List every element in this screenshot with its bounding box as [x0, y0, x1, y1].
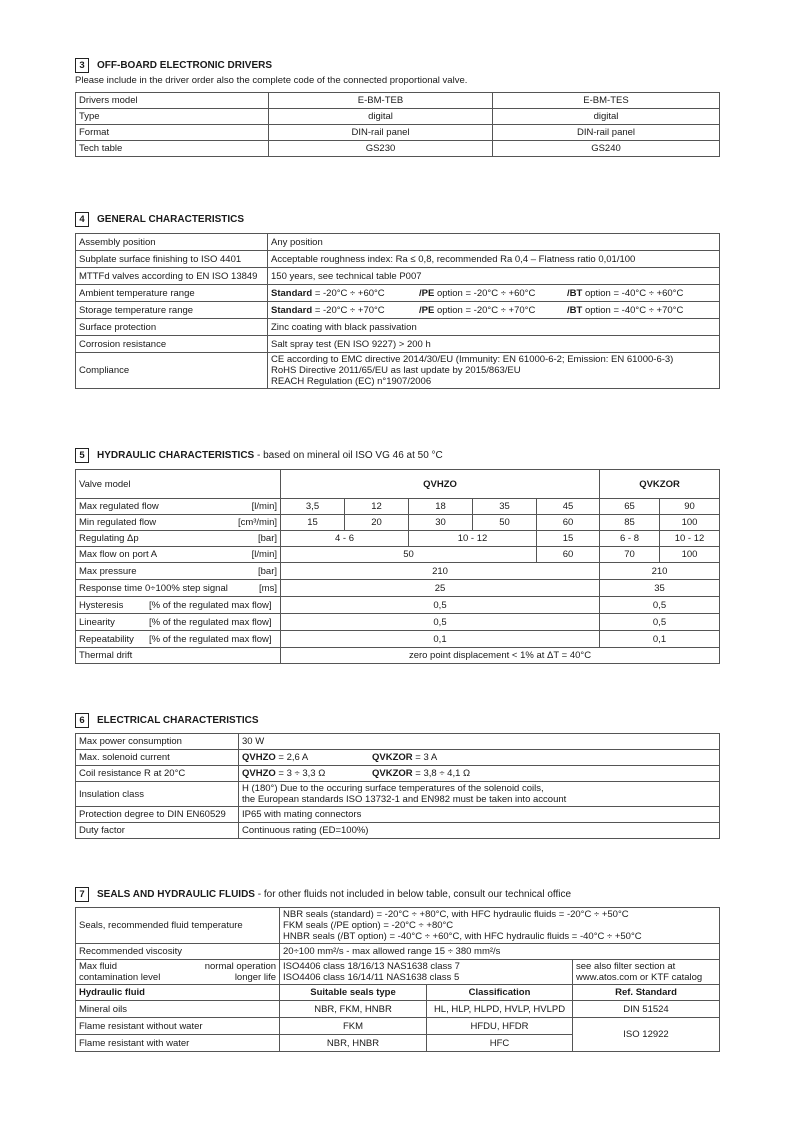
section-number: 5: [75, 448, 89, 463]
cell-value: DIN 51524: [573, 1001, 720, 1018]
value-text: option = -40°C ÷ +70°C: [582, 304, 684, 316]
table-row: [76, 563, 720, 580]
table-row: [76, 234, 720, 251]
header-qvkzor: QVKZOR: [600, 470, 720, 499]
cell-value: Acceptable roughness index: Ra ≤ 0,8, recommended Ra 0,4 – Flatness ratio 0,01/100: [268, 251, 720, 268]
cell-value: 15: [537, 531, 600, 547]
cell-value: 0,5: [600, 597, 720, 614]
label-text: longer life: [234, 972, 277, 983]
section-number: 3: [75, 58, 89, 73]
bold-label: /BT: [567, 287, 583, 299]
bold-label: /PE: [419, 304, 435, 316]
cell-value: 0,5: [281, 614, 600, 631]
cell-value: digital: [269, 109, 493, 125]
table-row: [76, 302, 720, 319]
column-header: Ref. Standard: [573, 985, 720, 1001]
cell-value: 45: [537, 499, 600, 515]
title-text: HYDRAULIC CHARACTERISTICS: [97, 449, 255, 461]
value-text: option = -20°C ÷ +60°C: [434, 287, 536, 299]
row-label: Drivers model: [76, 93, 269, 109]
table-row: [76, 353, 720, 389]
cell-value: 25: [281, 580, 600, 597]
general-table: [75, 233, 720, 389]
row-label: Flame resistant with water: [76, 1035, 280, 1052]
cell-value: E-BM-TEB: [269, 93, 493, 109]
table-row: [76, 648, 720, 664]
table-row: [76, 944, 720, 960]
value-text: = 3 ÷ 3,3 Ω: [275, 768, 326, 779]
row-label: [76, 499, 281, 515]
cell-value: [268, 285, 720, 302]
cell-value: 60: [537, 547, 600, 563]
row-label: Protection degree to DIN EN60529: [76, 807, 239, 823]
cell-value: FKM: [280, 1018, 427, 1035]
bold-label: QVKZOR: [372, 752, 413, 763]
label-text: Min regulated flow: [79, 517, 157, 528]
table-row: [76, 125, 720, 141]
text-line: NBR seals (standard) = -20°C ÷ +80°C, with HFC hydraulic fluids = -20°C ÷ +50°C: [283, 909, 629, 920]
section-header: [75, 712, 719, 728]
unit-text: [bar]: [257, 565, 277, 577]
section-number: 7: [75, 887, 89, 902]
section-header: [75, 447, 719, 463]
unit-text: [l/min]: [251, 501, 277, 512]
row-label: Valve model: [76, 470, 281, 499]
label-text: Max pressure: [79, 565, 137, 577]
bold-label: QVKZOR: [372, 768, 413, 779]
cell-value: GS240: [493, 141, 720, 157]
cell-value: HFDU, HFDR: [427, 1018, 573, 1035]
unit-text: [bar]: [257, 533, 277, 544]
value-text: = 3,8 ÷ 4,1 Ω: [412, 768, 471, 779]
cell-value: [280, 960, 573, 985]
cell-value: 3,5: [281, 499, 345, 515]
row-label: Tech table: [76, 141, 269, 157]
row-label: Assembly position: [76, 234, 268, 251]
text-line: see also filter section at: [576, 961, 676, 972]
cell-value: 35: [473, 499, 537, 515]
table-row: [76, 766, 720, 782]
value-text: = -20°C ÷ +70°C: [312, 304, 385, 316]
value-text: option = -20°C ÷ +70°C: [434, 304, 536, 316]
section-title: OFF-BOARD ELECTRONIC DRIVERS: [97, 59, 272, 71]
cell-value: 0,1: [281, 631, 600, 648]
label-text: Hysteresis: [79, 599, 124, 611]
section-subtitle: - for other fluids not included in below table, consult our technical office: [254, 888, 572, 900]
unit-text: [ms]: [259, 582, 277, 594]
electrical-table: [75, 733, 720, 839]
cell-value: Zinc coating with black passivation: [268, 319, 720, 336]
table-row: [76, 470, 720, 499]
section-note: Please include in the driver order also the complete code of the connected proportional valve.: [75, 75, 468, 86]
bold-label: QVHZO: [242, 768, 276, 779]
unit-text: [cm³/min]: [237, 517, 277, 528]
cell-value: 20÷100 mm²/s - max allowed range 15 ÷ 380 mm²/s: [280, 944, 720, 960]
text-line: ISO4406 class 18/16/13 NAS1638 class 7: [283, 961, 460, 972]
row-label: Corrosion resistance: [76, 336, 268, 353]
cell-value: 6 - 8: [600, 531, 660, 547]
cell-value: 12: [345, 499, 409, 515]
cell-value: 50: [281, 547, 537, 563]
table-row: [76, 823, 720, 839]
row-label: [76, 631, 281, 648]
text-line: www.atos.com or KTF catalog: [576, 972, 703, 983]
table-header-row: [76, 985, 720, 1001]
table-row: [76, 251, 720, 268]
table-row: [76, 631, 720, 648]
table-row: [76, 750, 720, 766]
row-label: Compliance: [76, 353, 268, 389]
label-text: Max regulated flow: [79, 501, 159, 512]
cell-value: E-BM-TES: [493, 93, 720, 109]
cell-value: Salt spray test (EN ISO 9227) > 200 h: [268, 336, 720, 353]
table-row: [76, 960, 720, 985]
value-text: = -20°C ÷ +60°C: [312, 287, 385, 299]
cell-value: HL, HLP, HLPD, HVLP, HVLPD: [427, 1001, 573, 1018]
column-header: Suitable seals type: [280, 985, 427, 1001]
table-row: [76, 807, 720, 823]
table-row: [76, 782, 720, 807]
cell-value: GS230: [269, 141, 493, 157]
cell-value: 30 W: [239, 734, 720, 750]
cell-value: [268, 302, 720, 319]
cell-value: [268, 353, 720, 389]
cell-value: 65: [600, 499, 660, 515]
label-text: Regulating Δp: [79, 533, 139, 544]
cell-value: DIN-rail panel: [269, 125, 493, 141]
cell-value: 20: [345, 515, 409, 531]
column-header: Hydraulic fluid: [76, 985, 280, 1001]
table-row: [76, 547, 720, 563]
header-qvhzo: QVHZO: [281, 470, 600, 499]
table-row: [76, 285, 720, 302]
cell-value: 30: [409, 515, 473, 531]
bold-label: /PE: [419, 287, 435, 299]
row-label: [76, 580, 281, 597]
bold-label: /BT: [567, 304, 583, 316]
label-text: Max fluid: [79, 961, 118, 972]
text-line: REACH Regulation (EC) n°1907/2006: [271, 376, 432, 387]
row-label: Seals, recommended fluid temperature: [76, 908, 280, 944]
row-label: Format: [76, 125, 269, 141]
section-header: [75, 57, 719, 73]
section-hydraulic-characteristics: [75, 447, 719, 664]
cell-value: Any position: [268, 234, 720, 251]
text-line: CE according to EMC directive 2014/30/EU (Immunity: EN 61000-6-2; Emission: EN 61000-6-3): [271, 354, 674, 365]
section-seals-fluids: [75, 886, 719, 1052]
title-text: SEALS AND HYDRAULIC FLUIDS: [97, 888, 255, 900]
cell-value: [239, 782, 720, 807]
text-line: H (180°) Due to the occuring surface temperatures of the solenoid coils,: [242, 783, 544, 794]
cell-value: DIN-rail panel: [493, 125, 720, 141]
cell-value: 0,1: [600, 631, 720, 648]
text-line: FKM seals (/PE option) = -20°C ÷ +80°C: [283, 920, 454, 931]
text-line: the European standards ISO 13732-1 and EN982 must be taken into account: [242, 794, 567, 805]
cell-value: zero point displacement < 1% at ΔT = 40°C: [281, 648, 720, 664]
row-label: Max power consumption: [76, 734, 239, 750]
cell-value: digital: [493, 109, 720, 125]
section-header: [75, 211, 719, 227]
unit-text: [% of the regulated max flow]: [149, 633, 272, 645]
row-label: Insulation class: [76, 782, 239, 807]
cell-value: 150 years, see technical table P007: [268, 268, 720, 285]
section-number: 6: [75, 713, 89, 728]
cell-value: 0,5: [281, 597, 600, 614]
cell-value: 210: [600, 563, 720, 580]
row-label: Subplate surface finishing to ISO 4401: [76, 251, 268, 268]
section-header: [75, 886, 719, 902]
section-off-board-drivers: [75, 57, 719, 157]
cell-value: 90: [660, 499, 720, 515]
hydraulic-table: [75, 469, 720, 664]
table-row: [76, 597, 720, 614]
cell-value: ISO 12922: [573, 1018, 720, 1052]
table-row: [76, 1018, 720, 1035]
drivers-table: [75, 92, 720, 157]
row-label: Thermal drift: [76, 648, 281, 664]
label-text: Linearity: [79, 616, 115, 628]
text-line: HNBR seals (/BT option) = -40°C ÷ +60°C, with HFC hydraulic fluids = -40°C ÷ +50°C: [283, 931, 642, 942]
cell-value: Continuous rating (ED=100%): [239, 823, 720, 839]
table-row: [76, 614, 720, 631]
section-number: 4: [75, 212, 89, 227]
cell-value: 60: [537, 515, 600, 531]
table-row: [76, 734, 720, 750]
section-subtitle: - based on mineral oil ISO VG 46 at 50 °C: [254, 449, 443, 461]
row-label: Coil resistance R at 20°C: [76, 766, 239, 782]
cell-value: [280, 908, 720, 944]
label-text: Response time 0÷100% step signal: [79, 582, 228, 594]
section-general-characteristics: [75, 211, 719, 389]
cell-value: HFC: [427, 1035, 573, 1052]
row-label: Flame resistant without water: [76, 1018, 280, 1035]
section-title: GENERAL CHARACTERISTICS: [97, 213, 245, 225]
label-text: normal operation: [204, 961, 277, 972]
cell-value: 0,5: [600, 614, 720, 631]
row-label: Max. solenoid current: [76, 750, 239, 766]
cell-value: NBR, HNBR: [280, 1035, 427, 1052]
table-row: [76, 531, 720, 547]
row-label: [76, 614, 281, 631]
bold-label: QVHZO: [242, 752, 276, 763]
cell-value: [239, 750, 720, 766]
cell-value: 100: [660, 547, 720, 563]
table-row: [76, 268, 720, 285]
label-text: contamination level: [79, 972, 161, 983]
unit-text: [% of the regulated max flow]: [149, 616, 272, 628]
cell-value: 85: [600, 515, 660, 531]
table-row: [76, 515, 720, 531]
table-row: [76, 141, 720, 157]
table-row: [76, 93, 720, 109]
label-text: Max flow on port A: [79, 549, 158, 560]
row-label: Surface protection: [76, 319, 268, 336]
unit-text: [% of the regulated max flow]: [149, 599, 272, 611]
row-label: [76, 531, 281, 547]
table-row: [76, 908, 720, 944]
table-row: [76, 319, 720, 336]
row-label: Storage temperature range: [76, 302, 268, 319]
unit-text: [l/min]: [251, 549, 277, 560]
cell-value: [239, 766, 720, 782]
cell-value: 100: [660, 515, 720, 531]
row-label: Ambient temperature range: [76, 285, 268, 302]
text-line: ISO4406 class 16/14/11 NAS1638 class 5: [283, 972, 460, 983]
bold-label: Standard: [271, 304, 313, 316]
row-label: Recommended viscosity: [76, 944, 280, 960]
value-text: = 3 A: [412, 752, 438, 763]
cell-value: NBR, FKM, HNBR: [280, 1001, 427, 1018]
section-electrical-characteristics: [75, 712, 719, 839]
label-text: Repeatability: [79, 633, 134, 645]
cell-value: 4 - 6: [281, 531, 409, 547]
value-text: option = -40°C ÷ +60°C: [582, 287, 684, 299]
cell-value: 15: [281, 515, 345, 531]
column-header: Classification: [427, 985, 573, 1001]
cell-value: 10 - 12: [660, 531, 720, 547]
row-label: Duty factor: [76, 823, 239, 839]
text-line: RoHS Directive 2011/65/EU as last update by 2015/863/EU: [271, 365, 521, 376]
table-row: [76, 109, 720, 125]
value-text: = 2,6 A: [275, 752, 309, 763]
seals-table: [75, 907, 720, 1052]
cell-value: 50: [473, 515, 537, 531]
row-label: MTTFd valves according to EN ISO 13849: [76, 268, 268, 285]
bold-label: Standard: [271, 287, 313, 299]
table-row: [76, 1001, 720, 1018]
row-label: [76, 960, 280, 985]
table-row: [76, 580, 720, 597]
section-title: [97, 889, 571, 900]
row-label: Type: [76, 109, 269, 125]
cell-value: 18: [409, 499, 473, 515]
section-title: [97, 450, 443, 461]
cell-value: 10 - 12: [409, 531, 537, 547]
table-row: [76, 336, 720, 353]
cell-value: IP65 with mating connectors: [239, 807, 720, 823]
cell-value: 70: [600, 547, 660, 563]
row-label: [76, 547, 281, 563]
row-label: Mineral oils: [76, 1001, 280, 1018]
cell-value: 35: [600, 580, 720, 597]
cell-value: [573, 960, 720, 985]
row-label: [76, 597, 281, 614]
section-title: ELECTRICAL CHARACTERISTICS: [97, 714, 259, 726]
row-label: [76, 563, 281, 580]
cell-value: 210: [281, 563, 600, 580]
row-label: [76, 515, 281, 531]
table-row: [76, 499, 720, 515]
